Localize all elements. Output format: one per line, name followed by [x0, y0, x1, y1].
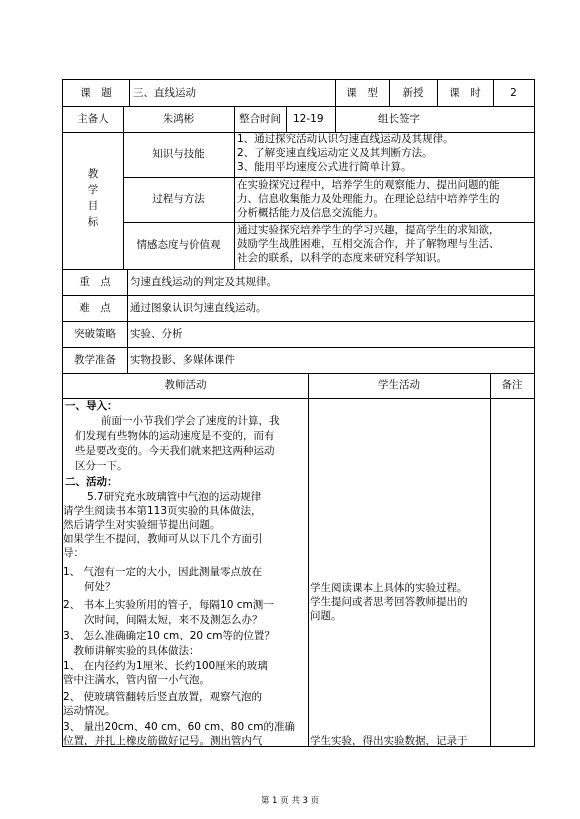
activity-line: 导： [63, 547, 84, 559]
preparer-value: 朱鸿彬 [162, 113, 195, 125]
student-read-line: 问题。 [310, 610, 342, 622]
key-point-value: 匀速直线运动的判定及其规律。 [130, 276, 277, 288]
activity-line: 1、 气泡有一定的大小，因此测量零点放在 [63, 566, 263, 578]
activity-line: 运动情况。 [63, 705, 116, 717]
note-header: 备注 [501, 379, 523, 391]
process-label: 过程与方法 [152, 193, 205, 205]
activity-line: 3、 怎么准确确定10 cm、20 cm等的位置？ [63, 630, 275, 642]
type-value: 新授 [402, 87, 424, 99]
time-label: 整合时间 [239, 113, 281, 125]
student-activity-header: 学生活动 [378, 379, 420, 391]
activity-line: 次时间，间隔太短，来不及测怎么办？ [63, 614, 263, 626]
activity-line: 5.7研究充水玻璃管中气泡的运动规律 [87, 491, 262, 503]
activity-line: 3、 量出20cm、40 cm、60 cm、80 cm的准确 [63, 721, 295, 733]
activity-line: 请学生阅读书本第113页实验的具体做法， [63, 505, 262, 517]
activity-line: 然后请学生对实验细节提出问题。 [63, 519, 221, 531]
intro-line: 些是要改变的。今天我们就来把这两种运动 [75, 445, 275, 457]
activity-line: 位置，并扎上橡皮筋做好记号。测出管内气 [63, 735, 263, 747]
process-line: 分析概括能力及信息交流能力。 [237, 207, 384, 219]
goals-label-char: 目 [87, 200, 99, 212]
hours-label: 课 时 [449, 87, 481, 99]
emotion-label: 情感态度与价值观 [136, 239, 221, 251]
knowledge-label: 知识与技能 [152, 148, 205, 160]
leader-label: 组长签字 [378, 113, 420, 125]
teacher-activity-header: 教师活动 [164, 379, 207, 391]
time-value: 12-19 [293, 113, 324, 125]
student-read-line: 学生阅读课本上具体的实验过程。 [310, 582, 468, 594]
process-line: 在实验探究过程中，培养学生的观察能力、提出问题的能 [237, 179, 500, 191]
activity-line: 1、 在内径约为1厘米、长约100厘米的玻璃 [63, 660, 268, 672]
difficulty-label: 难 点 [79, 302, 111, 314]
knowledge-line: 1、通过探究活动认识匀速直线运动及其规律。 [237, 133, 454, 145]
strategy-label: 突破策略 [74, 328, 116, 340]
difficulty-value: 通过图象认识匀速直线运动。 [130, 302, 267, 314]
preparer-label: 主备人 [77, 113, 109, 125]
knowledge-line: 3、能用平均速度公式进行简单计算。 [237, 161, 412, 173]
activity-line: 2、 使玻璃管翻转后竖直放置，观察气泡的 [63, 691, 263, 703]
intro-line: 前面一小节我们学会了速度的计算，我 [101, 415, 280, 427]
goals-label-char: 学 [87, 184, 99, 196]
subject-label: 课 题 [80, 87, 112, 99]
page-footer: 第 1 页 共 3 页 [260, 796, 320, 806]
activity-line: 2、 书本上实验所用的管子，每隔10 cm测一 [63, 599, 274, 611]
emotion-line: 社会的联系，以科学的态度来研究科学知识。 [237, 252, 447, 264]
type-label: 课 型 [346, 87, 378, 99]
emotion-line: 通过实验探究培养学生的学习兴趣，提高学生的求知欲， [237, 224, 500, 236]
lesson-plan-table [62, 79, 535, 747]
strategy-value: 实验、分析 [130, 328, 183, 340]
activity-line: 管中注满水，管内留一小气泡。 [63, 674, 210, 686]
goals-label-char: 标 [87, 216, 99, 228]
activity-line: 教师讲解实验的具体做法： [63, 645, 200, 657]
process-line: 力、信息收集能力及处理能力。在理论总结中培养学生的 [237, 193, 500, 205]
key-point-label: 重 点 [79, 276, 111, 288]
student-experiment-line: 学生实验，得出实验数据，记录于 [310, 735, 468, 747]
activity-line: 何处？ [63, 581, 116, 593]
activity-title: 二、活动： [65, 476, 118, 488]
hours-value: 2 [510, 87, 517, 99]
goals-label-char: 教 [87, 168, 99, 180]
subject-value: 三、直线运动 [133, 87, 196, 99]
intro-line: 区分一下。 [75, 460, 128, 472]
intro-line: 们发现有些物体的运动速度是不变的，而有 [75, 430, 275, 442]
prep-label: 教学准备 [74, 354, 116, 366]
emotion-line: 鼓励学生战胜困难，互相交流合作，并了解物理与生活、 [237, 238, 500, 250]
activity-line: 如果学生不提问，教师可从以下几个方面引 [63, 533, 263, 545]
prep-value: 实物投影、多媒体课件 [130, 354, 235, 366]
knowledge-line: 2、了解变速直线运动定义及其判断方法。 [237, 147, 433, 159]
intro-title: 一、导入： [65, 400, 118, 412]
student-read-line: 学生提问或者思考回答教师提出的 [310, 596, 468, 608]
